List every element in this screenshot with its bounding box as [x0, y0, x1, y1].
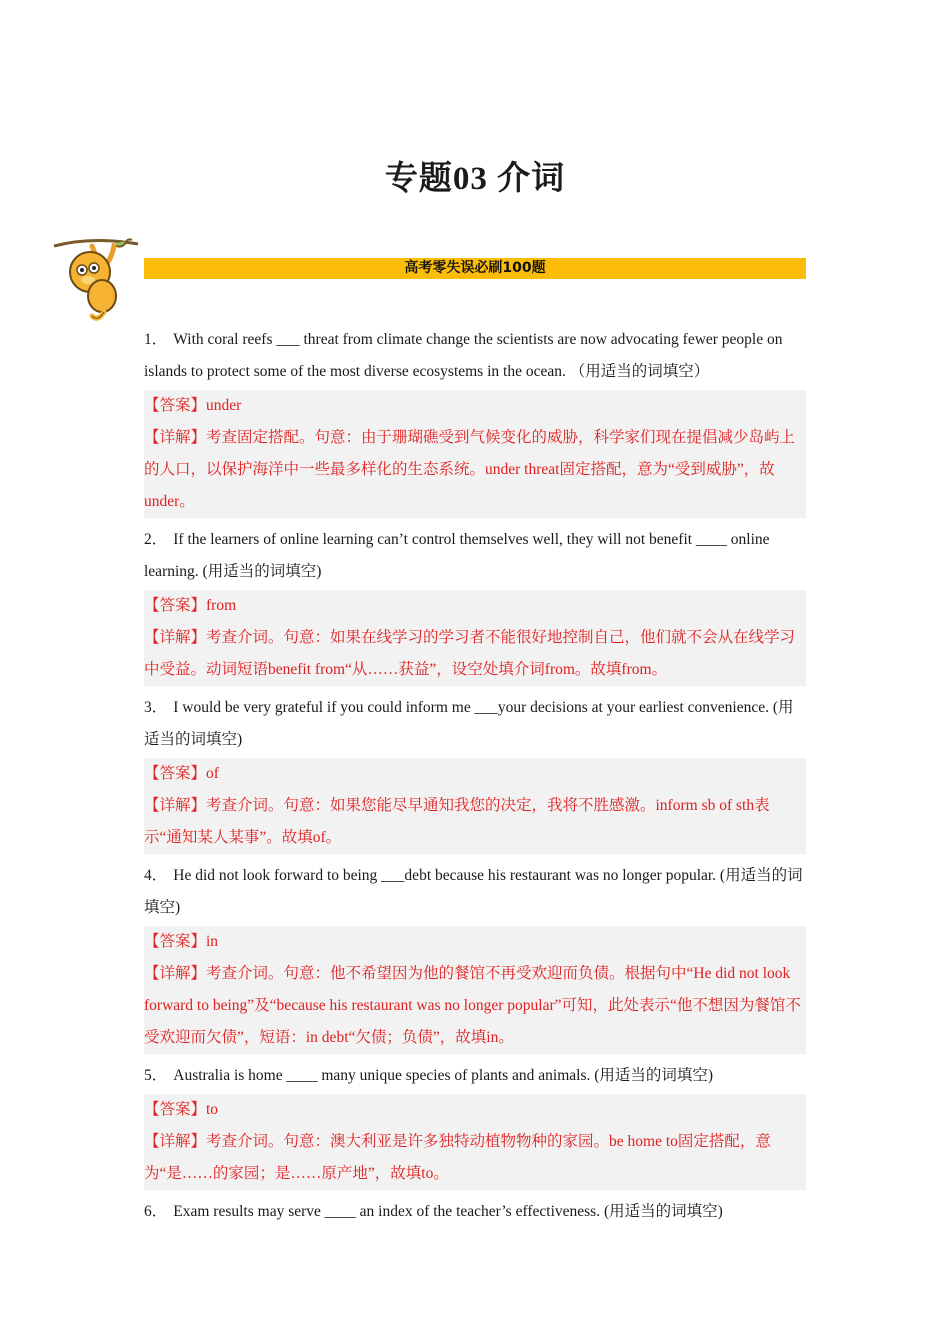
answer-detail: 【详解】考查介词。句意：澳大利亚是许多独特动植物物种的家园。be home to固定搭配，意为“是……的家园；是……原产地”，故填to。: [144, 1133, 771, 1182]
answer-text: 【答案】from: [144, 597, 237, 614]
answer-text: 【答案】under: [144, 397, 242, 414]
answer-detail: 【详解】考查介词。句意：他不希望因为他的餐馆不再受欢迎而负债。根据句中“He did not look forward to being”及“because his restaurant was no longer popular”可知，此处表示“他不想因为餐馆不受欢迎而欠债”，短语：in debt“欠债；负债”，故填in。: [144, 965, 801, 1046]
answer-detail: 【详解】考查固定搭配。句意：由于珊瑚礁受到气候变化的威胁，科学家们现在提倡减少岛屿上的人口，以保护海洋中一些最多样化的生态系统。under threat固定搭配，意为“受到威胁”，故under。: [144, 429, 796, 510]
question-text: 1． With coral reefs ___ threat from climate change the scientists are now advocating fewer people on islands to protect some of the most diverse ecosystems in the ocean. （用适当的词填空）: [144, 331, 783, 380]
question-text: 5． Australia is home ____ many unique species of plants and animals. (用适当的词填空): [144, 1067, 714, 1084]
question-item: [144, 1060, 806, 1190]
question-item: [144, 860, 806, 1054]
answer-block: [144, 1094, 806, 1190]
answer-block: [144, 758, 806, 854]
answer-text: 【答案】in: [144, 933, 219, 950]
answer-text: 【答案】to: [144, 1101, 219, 1118]
answer-detail: 【详解】考查介词。句意：如果您能尽早通知我您的决定，我将不胜感激。inform sb of sth表示“通知某人某事”。故填of。: [144, 797, 770, 846]
banner: 高考零失误必刷100题: [144, 258, 806, 279]
question-text: 2． If the learners of online learning can’t control themselves well, they will not benefit ____ online learning. (用适当的词填空): [144, 531, 770, 580]
question-text: 4． He did not look forward to being ___debt because his restaurant was no longer popular. (用适当的词填空): [144, 867, 803, 916]
monkey-hanging-icon: [52, 232, 144, 324]
question-item: [144, 692, 806, 854]
page-title: 专题03 介词: [384, 161, 566, 197]
question-item: [144, 524, 806, 686]
answer-text: 【答案】of: [144, 765, 219, 782]
question-item: [144, 324, 806, 518]
answer-block: [144, 590, 806, 686]
question-list: [144, 324, 806, 1228]
question-text: 6． Exam results may serve ____ an index of the teacher’s effectiveness. (用适当的词填空): [144, 1203, 723, 1220]
answer-block: [144, 390, 806, 518]
answer-block: [144, 926, 806, 1054]
question-item: [144, 1196, 806, 1228]
question-text: 3． I would be very grateful if you could inform me ___your decisions at your earliest convenience. (用适当的词填空): [144, 699, 794, 748]
answer-detail: 【详解】考查介词。句意：如果在线学习的学习者不能很好地控制自己，他们就不会从在线学习中受益。动词短语benefit from“从……获益”，设空处填介词from。故填from。: [144, 629, 796, 678]
